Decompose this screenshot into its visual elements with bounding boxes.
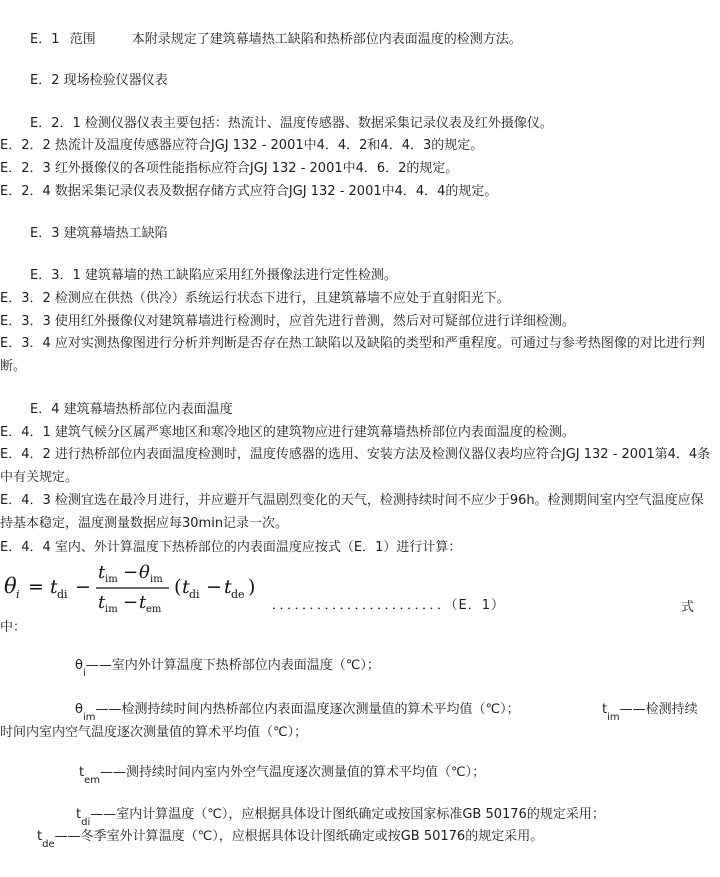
def-theta-im — [75, 700, 520, 723]
e2-heading: E．2 现场检验仪器仪表 — [30, 73, 168, 88]
def-theta-i-symbol: θ — [75, 658, 83, 673]
e1-title: 范围 — [69, 32, 96, 47]
e4-2-paragraph: E．4．2 进行热桥部位内表面温度检测时，温度传感器的选用、安装方法及检测仪器仪表均应符合JGJ 132 - 2001第4．4条中有关规定。 — [0, 447, 711, 485]
def-t-im-sub: im — [607, 712, 620, 723]
formula-den-t1-sub: im — [105, 604, 118, 615]
def-t-em — [79, 763, 486, 786]
def-t-de — [37, 827, 544, 850]
e1-text: 本附录规定了建筑幕墙热工缺陷和热桥部位内表面温度的检测方法。 — [131, 32, 522, 47]
def-t-de-symbol: t — [37, 829, 43, 844]
formula-num-theta: θ — [139, 562, 150, 583]
def-t-di-sub: di — [81, 817, 91, 828]
formula-t3-sub: de — [231, 588, 245, 601]
e1-number: E．1 — [30, 32, 60, 47]
e3-1-paragraph: E．3．1 建筑幕墙的热工缺陷应采用红外摄像法进行定性检测。 — [30, 268, 397, 283]
formula-den-t2: t — [139, 592, 147, 613]
e3-heading: E．3 建筑幕墙热工缺陷 — [30, 226, 168, 241]
formula-minus1: − — [75, 576, 91, 598]
def-theta-i-sub: i — [82, 668, 86, 679]
e4-1-paragraph: E．4．1 建筑气候分区属严寒地区和寒冷地区的建筑物应进行建筑幕墙热桥部位内表面温度的检测。 — [0, 425, 575, 440]
formula-e1 — [2, 560, 272, 616]
def-theta-i-text: ——室内外计算温度下热桥部位内表面温度（℃）； — [85, 658, 380, 673]
e2-2-paragraph: E．2．2 热流计及温度传感器应符合JGJ 132 - 2001中4．4．2和4．4．3的规定。 — [0, 138, 484, 153]
formula-equals: = — [28, 576, 44, 598]
formula-num-t-sub: im — [105, 574, 118, 585]
def-t-de-sub: de — [42, 839, 55, 850]
e3-3-paragraph: E．3．3 使用红外摄像仪对建筑幕墙进行检测时，应首先进行普测，然后对可疑部位进行详细检测。 — [0, 314, 575, 329]
def-t-em-text: ——测持续时间内室内外空气温度逐次测量值的算术平均值（℃）； — [100, 765, 486, 780]
formula-lhs-sub: i — [16, 588, 20, 601]
formula-zhong: 中： — [0, 620, 27, 635]
e4-heading: E．4 建筑幕墙热桥部位内表面温度 — [30, 402, 233, 417]
formula-den-t2-sub: em — [146, 604, 162, 615]
def-t-di-text: ——室内计算温度（℃），应根据具体设计图纸确定或按国家标准GB 50176的规定采用； — [90, 807, 605, 822]
formula-num-theta-sub: im — [150, 574, 163, 585]
formula-minus2: − — [206, 576, 222, 598]
def-t-im-cont: 时间内室内空气温度逐次测量值的算术平均值（℃）； — [0, 725, 308, 740]
e2-4-paragraph: E．2．4 数据采集记录仪表及数据存储方式应符合JGJ 132 - 2001中4．4．4的规定。 — [0, 184, 498, 199]
formula-den-t1: t — [98, 592, 106, 613]
formula-paren-open: ( — [174, 576, 182, 598]
def-t-em-symbol: t — [79, 765, 85, 780]
def-t-em-sub: em — [84, 775, 101, 786]
formula-num-minus: − — [123, 562, 139, 583]
def-t-di-symbol: t — [76, 807, 82, 822]
e3-4-paragraph: E．3．4 应对实测热像图进行分析并判断是否存在热工缺陷以及缺陷的类型和严重程度。可通过与参考热图像的对比进行判断。 — [0, 336, 705, 374]
def-t-di — [76, 805, 605, 828]
formula-t1-sub: di — [57, 588, 68, 601]
def-t-im — [602, 700, 698, 723]
formula-t2-sub: di — [189, 588, 200, 601]
formula-label: （E．1） — [451, 598, 506, 613]
e1-line — [30, 30, 522, 50]
def-theta-im-sub: im — [82, 712, 96, 723]
def-t-im-symbol: t — [602, 702, 608, 717]
e2-3-paragraph: E．2．3 红外摄像仪的各项性能指标应符合JGJ 132 - 2001中4．6．2的规定。 — [0, 161, 459, 176]
def-theta-i — [75, 656, 380, 679]
formula-lhs: θ — [4, 574, 17, 598]
formula-dots: ．．．．．．．．．．．．．．．．．．．．．．． — [272, 598, 452, 613]
e4-3-paragraph: E．4．3 检测宜选在最冷月进行，并应避开气温剧烈变化的天气，检测持续时间不应少于96h。检测期间室内空气温度应保持基本稳定，温度测量数据应每30min记录一次。 — [0, 493, 704, 531]
formula-t1: t — [50, 576, 58, 598]
formula-paren-close: ) — [248, 576, 256, 598]
formula-den-minus: − — [123, 592, 139, 613]
formula-leader — [272, 596, 505, 616]
def-theta-im-symbol: θ — [75, 702, 83, 717]
formula-t3: t — [224, 576, 232, 598]
def-t-im-text-a: ——检测持续 — [619, 702, 698, 717]
formula-shi: 式 — [681, 600, 695, 615]
e3-2-paragraph: E．3．2 检测应在供热（供冷）系统运行状态下进行，且建筑幕墙不应处于直射阳光下。 — [0, 291, 510, 306]
def-t-de-text: ——冬季室外计算温度（℃），应根据具体设计图纸确定或按GB 50176的规定采用。 — [54, 829, 544, 844]
formula-t2: t — [182, 576, 190, 598]
formula-num-t: t — [98, 562, 106, 583]
def-theta-im-text: ——检测持续时间内热桥部位内表面温度逐次测量值的算术平均值（℃）； — [95, 702, 520, 717]
e2-1-paragraph: E．2．1 检测仪器仪表主要包括：热流计、温度传感器、数据采集记录仪表及红外摄像仪。 — [30, 116, 553, 131]
e4-4-paragraph: E．4．4 室内、外计算温度下热桥部位的内表面温度应按式（E．1）进行计算： — [0, 540, 462, 555]
